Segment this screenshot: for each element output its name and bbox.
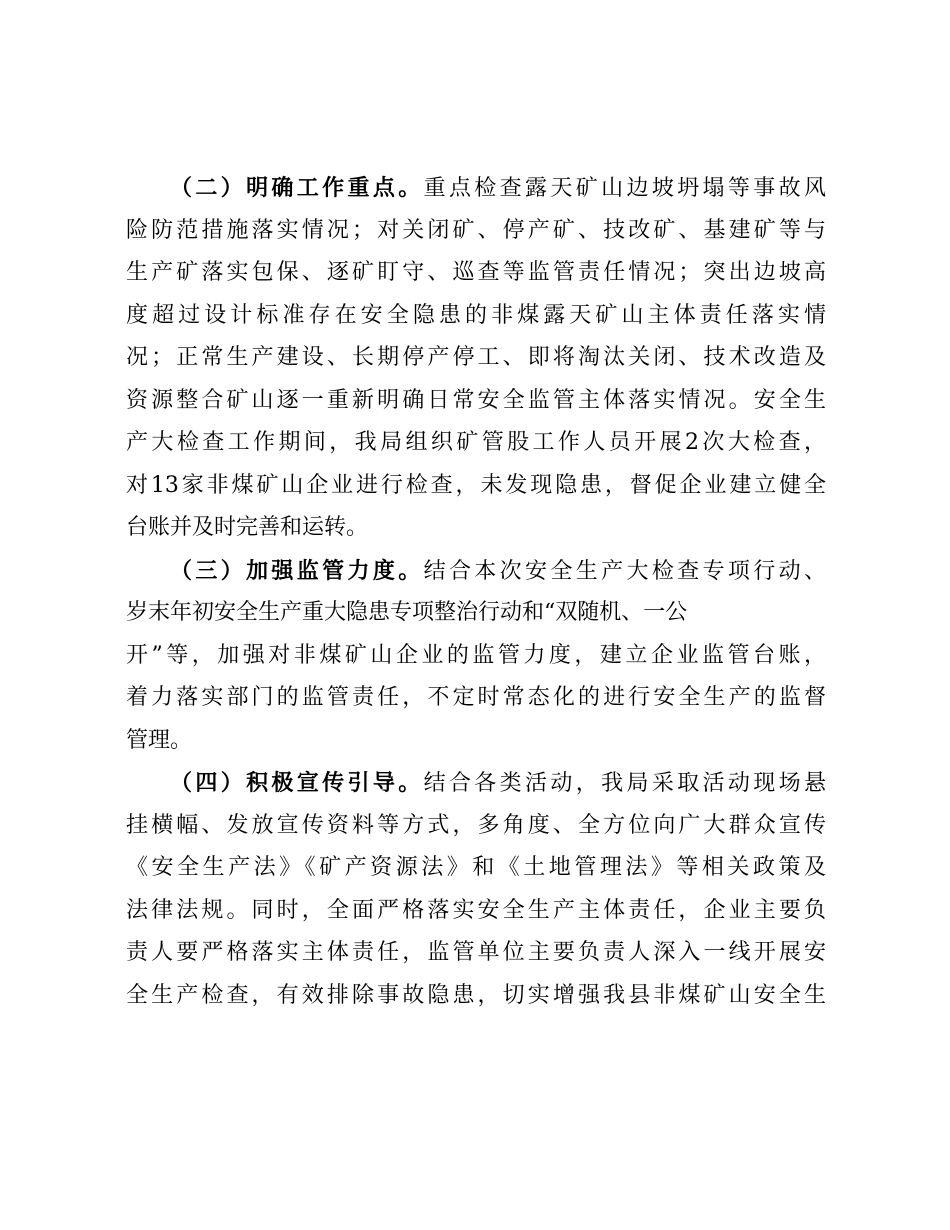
text-line (126, 550, 826, 593)
paragraph-work-focus (126, 167, 826, 550)
text-line: 产大检查工作期间，我局组织矿管股工作人员开展2次大检查， (126, 430, 826, 455)
section-heading: （二）明确工作重点。 (170, 175, 424, 201)
text-line: 资源整合矿山逐一重新明确日常安全监管主体落实情况。安全生 (126, 387, 826, 413)
document-body (126, 167, 826, 1017)
text-line: 对13家非煤矿山企业进行检查，未发现隐患，督促企业建立健全 (126, 472, 826, 498)
section-heading: （四）积极宣传引导。 (170, 770, 424, 796)
text-line: 法律法规。同时，全面严格落实安全生产主体责任，企业主要负 (126, 897, 826, 923)
text-line: 全生产检查，有效排除事故隐患，切实增强我县非煤矿山安全生 (126, 982, 826, 1008)
text-line: 管理。 (126, 727, 193, 753)
text-line: 挂横幅、发放宣传资料等方式，多角度、全方位向广大群众宣传 (126, 812, 826, 838)
text-line: 险防范措施落实情况；对关闭矿、停产矿、技改矿、基建矿等与 (126, 217, 826, 243)
text-span: 重点检查露天矿山边坡坍塌等事故风 (423, 176, 826, 201)
text-span: 结合本次安全生产大检查专项行动、 (423, 558, 826, 584)
text-span: 结合各类活动，我局采取活动现场悬 (423, 771, 826, 796)
text-line: 责人要严格落实主体责任，监管单位主要负责人深入一线开展安 (126, 940, 826, 965)
text-line (126, 167, 826, 210)
text-line: 《安全生产法》《矿产资源法》和《土地管理法》等相关政策及 (126, 855, 826, 880)
text-line: 开”等，加强对非煤矿山企业的监管力度，建立企业监管台账， (126, 642, 826, 668)
paragraph-publicity (126, 762, 826, 1017)
text-line: 况；正常生产建设、长期停产停工、即将淘汰关闭、技术改造及 (126, 345, 826, 370)
text-line: 台账并及时完善和运转。 (126, 515, 369, 540)
text-line: 生产矿落实包保、逐矿盯守、巡查等监管责任情况；突出边坡高 (126, 260, 826, 285)
text-line (126, 762, 826, 805)
paragraph-supervision (126, 550, 826, 763)
text-line: 度超过设计标准存在安全隐患的非煤露天矿山主体责任落实情 (126, 302, 826, 328)
section-heading: （三）加强监管力度。 (170, 557, 424, 584)
text-line: 岁末年初安全生产重大隐患专项整治行动和“双随机、一公 (126, 600, 688, 625)
text-line: 着力落实部门的监管责任，不定时常态化的进行安全生产的监督 (126, 685, 826, 710)
